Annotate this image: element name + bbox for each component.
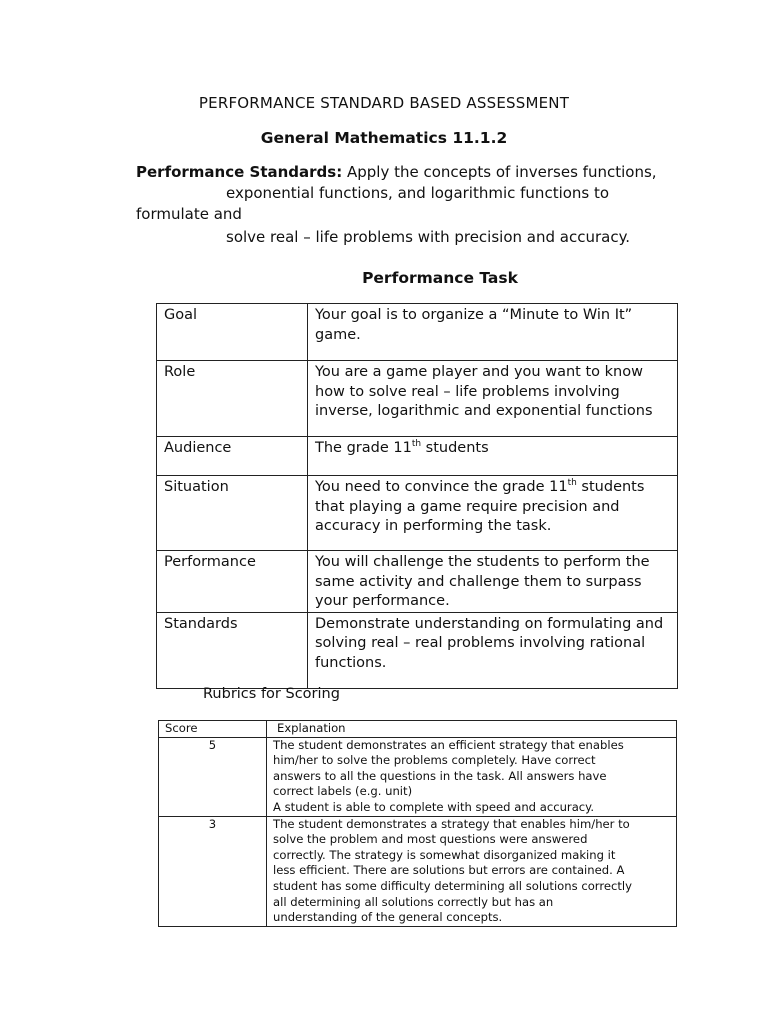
task-row-goal: [157, 304, 678, 361]
rubric-line: answers to all the questions in the task. All answers have: [273, 768, 607, 783]
performance-standards-label: Performance Standards:: [136, 163, 343, 181]
rubric-line: A student is able to complete with speed and accuracy.: [273, 799, 595, 814]
task-text-pre: You need to convince the grade 11: [315, 479, 568, 495]
document-title: PERFORMANCE STANDARD BASED ASSESSMENT: [198, 94, 570, 112]
rubric-score: 5: [159, 737, 267, 816]
task-text: [308, 476, 678, 551]
standards-text-1: Apply the concepts of inverses functions,: [342, 163, 657, 181]
task-label: Situation: [157, 476, 308, 551]
rubric-line: understanding of the general concepts.: [273, 910, 503, 925]
rubric-line: solve the problem and most questions were answered: [273, 832, 588, 847]
rubric-line: all determining all solutions correctly but has an: [273, 894, 554, 909]
task-text: [308, 437, 678, 476]
performance-standards-line3: formulate and: [136, 205, 242, 223]
rubric-line: student has some difficulty determining all solutions correctly: [273, 878, 633, 893]
performance-standards-line4: solve real – life problems with precision and accuracy.: [226, 228, 631, 246]
task-text-pre: The grade 11: [315, 440, 412, 456]
task-label: Standards: [157, 612, 308, 688]
rubric-row: [159, 737, 677, 816]
rubric-line: The student demonstrates a strategy that enables him/her to: [273, 816, 630, 831]
rubric-score: 3: [159, 816, 267, 926]
rubric-header-row: [159, 721, 677, 738]
performance-task-table: [156, 303, 678, 689]
task-row-performance: [157, 551, 678, 613]
task-label: Role: [157, 361, 308, 437]
task-label: Performance: [157, 551, 308, 613]
rubric-explanation: [267, 737, 677, 816]
superscript: th: [411, 439, 422, 450]
score-header: Score: [159, 721, 267, 738]
task-row-role: [157, 361, 678, 437]
rubric-explanation: [267, 816, 677, 926]
task-label: Goal: [157, 304, 308, 361]
performance-standards-line1: [136, 162, 657, 183]
task-row-audience: [157, 437, 678, 476]
performance-standards-line2: exponential functions, and logarithmic functions to: [226, 184, 610, 202]
task-row-standards: [157, 612, 678, 688]
task-text-post: students that playing a game require precision and accuracy in performing the task.: [315, 479, 645, 534]
task-text-post: students: [421, 440, 489, 456]
rubrics-table: [158, 720, 677, 927]
rubric-line: correct labels (e.g. unit): [273, 784, 413, 799]
performance-task-heading: Performance Task: [362, 269, 518, 287]
rubric-line: less efficient. There are solutions but errors are contained. A: [273, 863, 625, 878]
rubric-line: The student demonstrates an efficient strategy that enables: [273, 737, 624, 752]
rubric-row: [159, 816, 677, 926]
rubric-line: correctly. The strategy is somewhat disorganized making it: [273, 847, 616, 862]
rubric-line: him/her to solve the problems completely. Have correct: [273, 753, 596, 768]
document-subtitle: General Mathematics 11.1.2: [260, 129, 508, 147]
task-text: Demonstrate understanding on formulating and solving real – real problems involving rational functions.: [308, 612, 678, 688]
task-text: Your goal is to organize a “Minute to Win It” game.: [308, 304, 678, 361]
task-label: Audience: [157, 437, 308, 476]
task-row-situation: [157, 476, 678, 551]
rubrics-label: Rubrics for Scoring: [203, 686, 340, 702]
explanation-header: Explanation: [267, 721, 677, 738]
task-text: You will challenge the students to perform the same activity and challenge them to surpass your performance.: [308, 551, 678, 613]
superscript: th: [567, 478, 577, 489]
task-text: You are a game player and you want to know how to solve real – life problems involving inverse, logarithmic and exponential functions: [308, 361, 678, 437]
